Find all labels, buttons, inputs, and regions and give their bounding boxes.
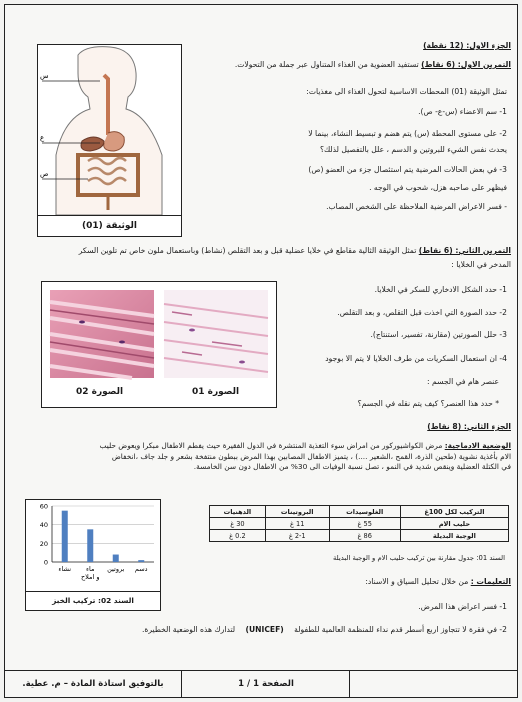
ex1-intro: تستفيد العضوية من الغذاء المتناول عبر جملة من التحولات. [234,60,419,69]
table-header: الدهنيات [210,506,266,518]
table-cell: 30 غ [210,518,266,530]
nutrition-table [209,505,509,542]
exam-page [4,4,518,698]
x-tick-label: ماء [85,565,95,573]
table-cell: 0.2 غ [210,530,266,542]
table-row [210,530,509,542]
ex1-line [235,60,511,70]
x-tick-label: نشاء [58,565,72,573]
ex1-q2b: يحدث نفس الشيء للبروتين و الدسم ، علل بالتفصيل لذلك؟ [319,145,507,154]
ex2-label: التمرين الثاني: (6 نقاط) [418,246,511,255]
table-cell: الوجبة البديلة [400,530,508,542]
situation-paragraph [11,441,511,473]
digestive-system-illustration [38,45,180,215]
instruction-1: 1- فسر اعراض هذا المرض. [418,602,507,611]
doc1-figure [37,44,182,237]
table-header: التركيب لكل 100غ [400,506,508,518]
ex2-line [79,246,511,256]
footer-empty-cell [349,671,517,697]
ex2-q2: 2- حدد الصورة التي اخذت قبل التقلص، و بعد التقلص. [337,308,507,317]
img1-caption: الصورة 01 [192,387,240,397]
ex1-q3b: فيظهر على صاحبه هزل، شحوب في الوجه . [369,183,507,192]
instructions-line [365,577,511,587]
micrographs-figure [41,281,277,408]
table-header: البروتينات [265,506,329,518]
ex2-intro-b: المدخر في الخلايا : [451,260,511,269]
part2-title: الجزء الثاني: (8 نقاط) [427,422,511,431]
part1-title: الجزء الاول: (12 نقطة) [423,41,511,50]
ex2-q4b: عنصر هام في الجسم : [427,377,499,386]
situation-line-1: مرض الكواشيوركور من امراض سوء التغذية المنتشرة في الدول الفقيرة حيث يفطم الاطفال مبكرا ويعوض حليب [99,441,443,450]
situation-line-3: في الكتلة العضلية وينقص شديد في النمو ، تصل نسبة الوفيات الى 30% من الاطفال دون سن الخامسة. [193,462,511,471]
bar-2 [113,555,119,562]
label-s: س [40,72,49,80]
muscle-micrographs [42,282,275,382]
bread-bar-chart [26,500,159,588]
ex2-q3: 3- حلل الصورتين (مقارنة، تفسير، استنتاج). [370,330,507,339]
instruction-2 [142,625,507,635]
doc1-intro: تمثل الوثيقة (01) المحطات الاساسية لتحول الغذاء الى مغذيات: [306,87,507,96]
ex1-label: التمرين الاول: (6 نقاط) [421,60,511,69]
table-header-row [210,506,509,518]
table-row [210,518,509,530]
ex1-q3: 3- في بعض الحالات المرضية يتم استئصال جزء من العضو (ص) [308,165,507,174]
bar-1 [87,529,93,562]
ex2-intro-a: تمثل الوثيقة الثالية مقاطع في خلايا عضلية قبل و بعد التقلص (نشاط) وباستعمال ملون خاص تم تلوين السكر [78,246,417,255]
y-tick-label: 0 [43,558,48,567]
instruction-2-end: لتدارك هذه الوضعية الخطيرة. [141,625,236,634]
instruction-2-text: 2- في فقرة لا تتجاوز اربع أسطر قدم نداء للمنظمة العالمية للطفولة [294,625,507,634]
table-caption: السند 01: جدول مقارنة بين تركيب حليب الام و الوجبة البديلة [332,554,505,562]
y-tick-label: 40 [39,521,48,530]
ex1-q3c: - فسر الاعراض المرضية الملاحظة على الشخص المصاب. [326,202,507,211]
ex2-q4: 4- ان استعمال السكريات من طرف الخلايا لا يتم الا بوجود [325,354,507,363]
ex2-q4c: * حدد هذا العنصر؟ كيف يتم نقله في الجسم؟ [357,399,499,408]
table-cell: حليب الام [400,518,508,530]
table-cell: 2-1 غ [265,530,329,542]
y-tick-label: 20 [39,539,48,548]
footer [5,670,517,697]
bar-3 [138,560,144,562]
instructions-label: التعليمات : [470,577,511,586]
ex1-q1: 1- سم الاعضاء (س-ع- ص). [418,107,507,116]
situation-label: الوضعية الادماجية: [444,441,511,450]
table-cell: 55 غ [329,518,400,530]
chart-title: السند 02: تركيب الخبز [26,591,160,610]
x-tick-label: دسم [134,565,148,573]
ex1-q2a: 2- على مستوى المحطة (س) يتم هضم و تبسيط النشاء، بينما لا [308,129,507,138]
footer-wish: بالتوفيق استاذة المادة – م. عطية. [22,679,164,689]
table-header: الغلوسيدات [329,506,400,518]
x-tick-label: و املاح [80,573,100,581]
label-sad: ص [40,170,49,178]
table-cell: 11 غ [265,518,329,530]
instructions-intro: من خلال تحليل السياق و الاسناد: [365,577,469,586]
bar-0 [62,511,68,562]
ex2-q1: 1- حدد الشكل الادخاري للسكر في الخلايا. [374,285,507,294]
x-tick-label: بروتين [107,565,125,573]
bread-chart-figure [25,499,161,611]
situation-line-2: الام بأغذية نشوية (طحين الذرة، القمح ،الشعير ....) ، يتميز الاطفال المصابين بهذا المرض ببطون منتفخة بشعر و جلد جاف ،انخفاض [111,451,511,461]
img2-caption: الصورة 02 [76,387,124,397]
unicef-label: (UNICEF) [245,625,284,634]
y-tick-label: 60 [39,502,48,511]
label-a: ع [40,134,45,142]
footer-page: الصفحة 1 / 1 [181,671,350,697]
doc1-caption: الوثيقة (01) [38,215,181,236]
table-cell: 86 غ [329,530,400,542]
